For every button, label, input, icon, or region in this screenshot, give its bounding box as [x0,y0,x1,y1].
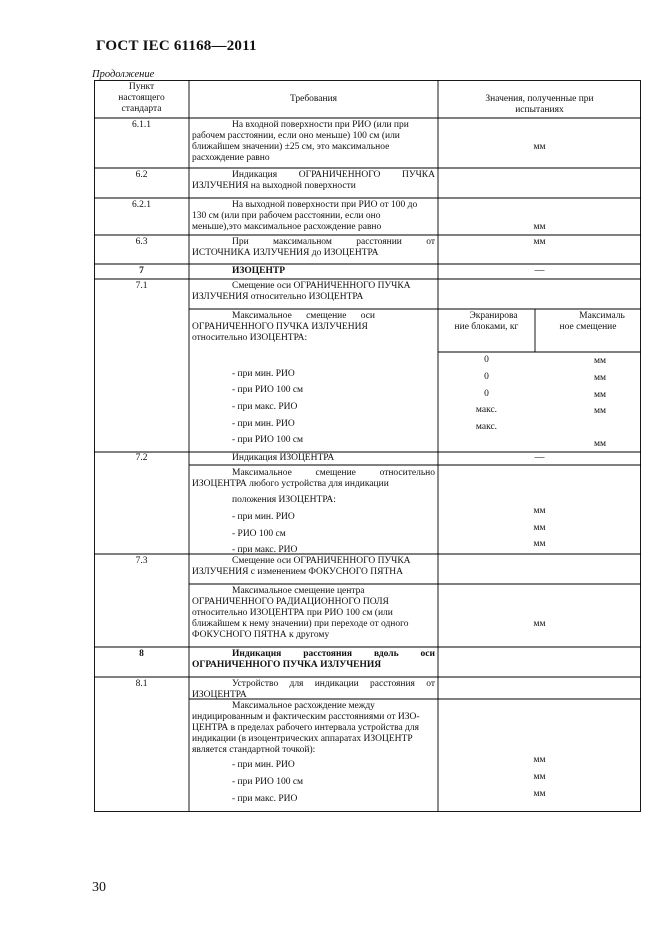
subheader-max-offset: Максималь ное смещение [559,311,625,332]
clause-8: 8 [139,649,144,659]
clause-6-3: 6.3 [135,237,148,247]
document-header: ГОСТ IEC 61168—2011 [96,38,257,54]
value-6-3: мм [533,237,546,247]
item-7-1-max: - при макс. РИО [232,402,298,412]
item-7-1-100-2: - при РИО 100 см [232,435,304,445]
clause-6-2: 6.2 [135,170,148,180]
item-7-2-min: - при мин. РИО [232,512,295,522]
item-8-1-100: - при РИО 100 см [232,777,304,787]
screen-7-1-c: 0 [484,389,489,399]
requirements-table [94,80,641,812]
requirement-7-1: Смещение оси ОГРАНИЧЕННОГО ПУЧКА ИЗЛУЧЕНИЯ относительно ИЗОЦЕНТРА [192,281,411,302]
item-8-1-max: - при макс. РИО [232,794,298,804]
unit-7-1-c: мм [594,390,607,400]
requirement-6-3: При максимальном расстоянии от ИСТОЧНИКА ИЗЛУЧЕНИЯ до ИЗОЦЕНТРА [192,237,435,258]
page-number: 30 [92,880,106,895]
requirement-8-1: Устройство для индикации расстояния от ИЗОЦЕНТРА [192,679,435,700]
item-7-1-min: - при мин. РИО [232,369,295,379]
subheader-screening: Экранирова ние блоками, кг [454,311,519,332]
value-7-2: — [534,452,545,463]
value-7: — [534,265,545,276]
item-7-1-min-2: - при мин. РИО [232,419,295,429]
requirement-6-2: Индикация ОГРАНИЧЕННОГО ПУЧКА ИЗЛУЧЕНИЯ на выходной поверхности [192,170,435,191]
unit-7-1-a: мм [594,356,607,366]
unit-7-1-e: мм [594,439,607,449]
clause-8-1: 8.1 [135,679,148,689]
unit-8-1-b: мм [533,772,546,782]
screen-7-1-e: макс. [475,422,498,432]
requirement-7-3-max-offset: Максимальное смещение центра ОГРАНИЧЕННОГО РАДИАЦИОННОГО ПОЛЯ относительно ИЗОЦЕНТРА при РИО 100 см (или ближайшем к нему значении) при переходе от одного ФОКУСНОГО ПЯТНА к другому [192,586,409,640]
clause-column-header: Пункт настоящего стандарта [118,82,165,114]
unit-7-2-b: мм [533,523,546,533]
requirement-7-2: Индикация ИЗОЦЕНТРА [232,453,335,463]
unit-7-2-c: мм [533,539,546,549]
unit-7-1-b: мм [594,373,607,383]
item-8-1-min: - при мин. РИО [232,760,295,770]
section-7-title: ИЗОЦЕНТР [232,266,286,276]
value-7-3: мм [533,619,546,629]
requirements-column-header: Требования [289,94,338,104]
clause-7-1: 7.1 [135,281,148,291]
continuation-label: Продолжение [92,69,155,80]
item-7-1-100: - при РИО 100 см [232,385,304,395]
clause-7-3: 7.3 [135,556,148,566]
requirement-6-2-1: На выходной поверхности при РИО от 100 до 130 см (или при рабочем расстоянии, если оно меньше),это максимальное расхождение равно [192,200,418,232]
unit-7-2-a: мм [533,506,546,516]
value-6-1-1: мм [533,142,546,152]
screen-7-1-a: 0 [484,355,489,365]
requirement-7-1-max-offset: Максимальное смещение оси ОГРАНИЧЕННОГО ПУЧКА ИЗЛУЧЕНИЯ относительно ИЗОЦЕНТРА: [192,311,375,343]
clause-6-1-1: 6.1.1 [132,120,151,130]
item-7-2-100: - РИО 100 см [232,529,286,539]
requirement-6-1-1: На входной поверхности при РИО (или при рабочем расстоянии, если оно меньше) 100 см (или ближайшем значении) ±25 см, это максимальное расхождение равно [192,120,409,163]
section-8-title: Индикация расстояния вдоль оси ОГРАНИЧЕННОГО ПУЧКА ИЗЛУЧЕНИЯ [192,649,435,670]
unit-7-1-d: мм [594,406,607,416]
requirement-7-3: Смещение оси ОГРАНИЧЕННОГО ПУЧКА ИЗЛУЧЕНИЯ с изменением ФОКУСНОГО ПЯТНА [192,556,411,577]
unit-8-1-c: мм [533,789,546,799]
screen-7-1-b: 0 [484,372,489,382]
item-7-2-max: - при макс. РИО [232,545,298,555]
clause-7-2: 7.2 [135,453,148,463]
clause-6-2-1: 6.2.1 [132,200,151,210]
screen-7-1-d: макс. [475,405,498,415]
value-6-2-1: мм [533,222,546,232]
clause-7: 7 [139,266,144,276]
requirement-7-2-max-offset: Максимальное смещение относительно ИЗОЦЕНТРА любого устройства для индикации положения ИЗОЦЕНТРА: [192,468,435,505]
requirement-8-1-max-deviation: Максимальное расхождение между индицированным и фактическим расстояниями от ИЗО- ЦЕНТРА в пределах рабочего интервала устройства для индикации (в изоцентрических аппаратах ИЗОЦЕНТР является стандартной точкой): [192,701,420,755]
unit-8-1-a: мм [533,755,546,765]
values-column-header: Значения, полученные при испытаниях [485,94,594,115]
